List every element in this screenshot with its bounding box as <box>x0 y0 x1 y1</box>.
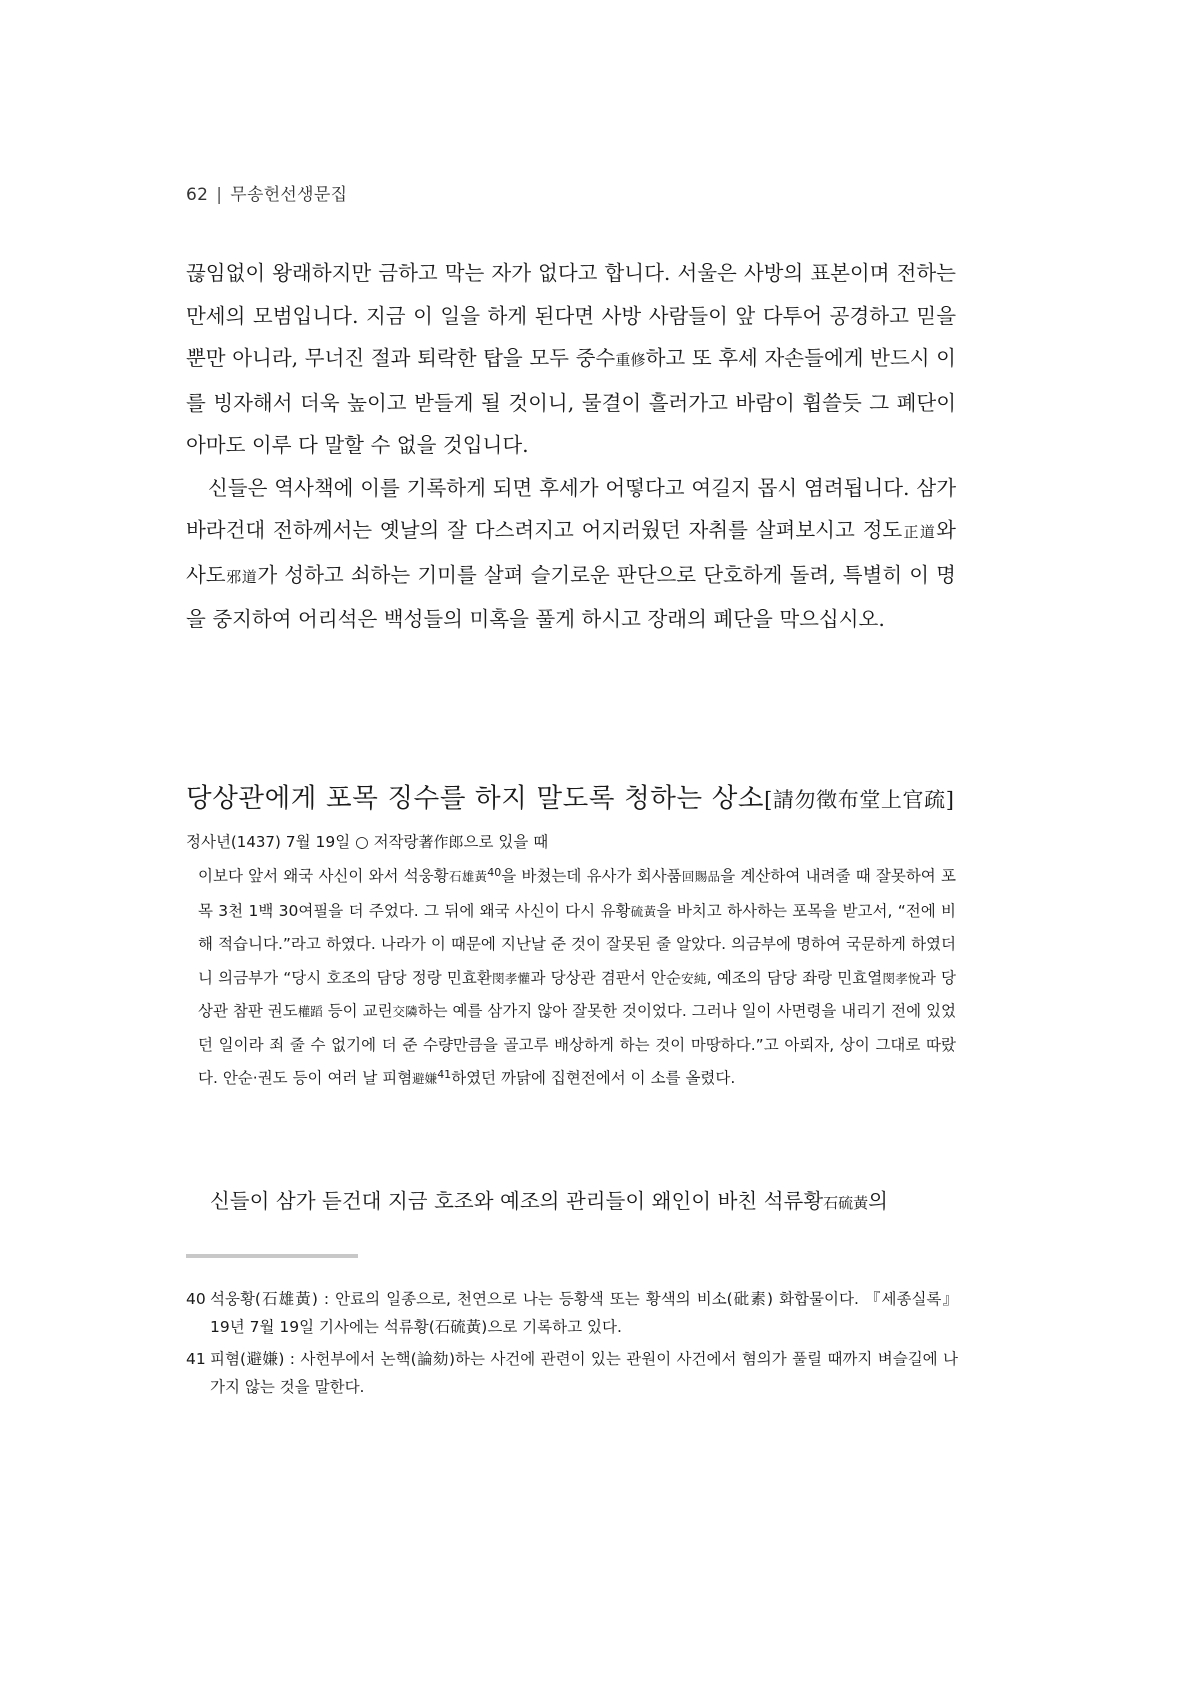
hanja-gloss: 石硫黃 <box>823 1194 869 1212</box>
footnote <box>186 1285 958 1341</box>
footnote-text: 피혐(避嫌) : 사헌부에서 논핵(論劾)하는 사건에 관련이 있는 관원이 사건에서 혐의가 풀릴 때까지 벼슬길에 나가지 않는 것을 말한다. <box>210 1350 958 1396</box>
text-run: 하는 예를 삼가지 않아 잘못한 것이었다. 그러나 일이 사면령을 내리기 전에 있었던 일이라 죄 줄 수 없기에 더 준 수량만큼을 골고루 배상하게 하는 것이 마땅하다.”고 아뢰자, 상이 그대로 따랐다. 안순·권도 등이 여러 날 피혐 <box>198 1002 956 1087</box>
text-run: 신들은 역사책에 이를 기록하게 되면 후세가 어떻다고 여길지 몹시 염려됩니다. 삼가 바라건대 전하께서는 옛날의 잘 다스려지고 어지러웠던 자취를 살펴보시고 정도 <box>186 475 956 542</box>
header-divider: | <box>216 185 223 205</box>
running-header <box>186 180 347 205</box>
text-run: 을 바쳤는데 유사가 회사품 <box>501 867 682 885</box>
text-run: 신들이 삼가 듣건대 지금 호조와 예조의 관리들이 왜인이 바친 석류황 <box>210 1189 824 1213</box>
text-run: 의 <box>868 1189 888 1213</box>
section-title-korean: 당상관에게 포목 징수를 하지 말도록 청하는 상소 <box>186 783 765 814</box>
date-rest: 7월 19일 ○ 저작랑 <box>280 833 419 851</box>
footnote-number: 40 <box>186 1290 206 1308</box>
hanja-gloss: 安純 <box>680 970 707 986</box>
date-tail: 으로 있을 때 <box>463 833 549 851</box>
paragraph-1 <box>186 252 956 467</box>
hanja-gloss: 交隣 <box>392 1004 418 1019</box>
hanja-gloss: 硫黃 <box>630 903 657 919</box>
hanja-gloss: 重修 <box>615 351 646 369</box>
hanja-gloss: 權蹈 <box>297 1004 323 1019</box>
section-title <box>186 776 961 815</box>
footnote-number: 41 <box>186 1350 206 1368</box>
footnote-divider <box>186 1254 358 1258</box>
footnote-text: 석웅황(石雄黃) : 안료의 일종으로, 천연으로 나는 등황색 또는 황색의 비소(砒素) 화합물이다. 『세종실록』 19년 7월 19일 기사에는 석류황(石硫黃)으로 기록하고 있다. <box>210 1290 958 1336</box>
text-run: , 예조의 담당 좌랑 민효열 <box>706 968 883 987</box>
book-title: 무송헌선생문집 <box>230 185 348 205</box>
hanja-gloss: 邪道 <box>225 567 258 586</box>
footnote <box>186 1345 958 1401</box>
footnote-ref[interactable]: 40 <box>487 866 502 879</box>
paragraph-2 <box>186 467 956 641</box>
text-run: 과 당상관 겸판서 안순 <box>530 968 681 987</box>
text-run: 과 당상관 참판 권도 <box>198 968 956 1020</box>
text-run: 이보다 앞서 왜국 사신이 와서 석웅황 <box>198 867 449 885</box>
text-run: 와 사도 <box>186 518 956 587</box>
date-text: 정사년 <box>186 833 231 851</box>
hanja-gloss: 閔孝懽 <box>491 970 531 986</box>
text-run: 하고 또 후세 자손들에게 반드시 이를 빙자해서 더욱 높이고 받들게 될 것이니, 물결이 흘러가고 바람이 휩쓸듯 그 폐단이 아마도 이루 다 말할 수 없을 것입니다. <box>186 346 956 457</box>
page-number: 62 <box>186 185 209 205</box>
text-run: 을 계산하여 내려줄 때 잘못하여 포목 3천 1백 30여필을 더 주었다. 그 뒤에 왜국 사신이 다시 유황 <box>198 867 956 920</box>
footnotes <box>186 1285 958 1405</box>
hanja-gloss: 閔孝悅 <box>882 970 921 986</box>
text-run: 등이 교린 <box>322 1002 393 1020</box>
hanja-gloss: 著作郎 <box>418 833 464 851</box>
text-run: 을 바치고 하사하는 포목을 받고서, “전에 비해 적습니다.”라고 하였다. 나라가 이 때문에 지난날 준 것이 잘못된 줄 알았다. 의금부에 명하여 국문하게 하였더니 의금부가 “당시 호조의 담당 정랑 민효환 <box>198 901 956 987</box>
body-text <box>186 252 956 641</box>
hanja-gloss: 避嫌 <box>412 1071 438 1086</box>
text-run: 끊임없이 왕래하지만 금하고 막는 자가 없다고 합니다. 서울은 사방의 표본이며 전하는 만세의 모범입니다. 지금 이 일을 하게 된다면 사방 사람들이 앞 다투어 공경하고 믿을 뿐만 아니라, 무너진 절과 퇴락한 탑을 모두 중수 <box>186 261 956 370</box>
hanja-gloss: 石雄黃 <box>448 869 488 884</box>
hanja-gloss: 回賜品 <box>681 869 721 884</box>
footnote-ref[interactable]: 41 <box>437 1068 452 1081</box>
date-year: (1437) <box>230 833 281 851</box>
date-line <box>186 830 548 852</box>
hanja-gloss: 正道 <box>902 523 937 541</box>
background-note <box>198 860 956 1097</box>
paragraph-continuation <box>210 1180 960 1224</box>
text-run: 하였던 까닭에 집현전에서 이 소를 올렸다. <box>451 1069 736 1087</box>
section-title-hanja: [請勿徵布堂上官疏] <box>764 788 955 812</box>
text-run: 가 성하고 쇠하는 기미를 살펴 슬기로운 판단으로 단호하게 돌려, 특별히 이 명을 중지하여 어리석은 백성들의 미혹을 풀게 하시고 장래의 폐단을 막으십시오. <box>186 562 956 631</box>
